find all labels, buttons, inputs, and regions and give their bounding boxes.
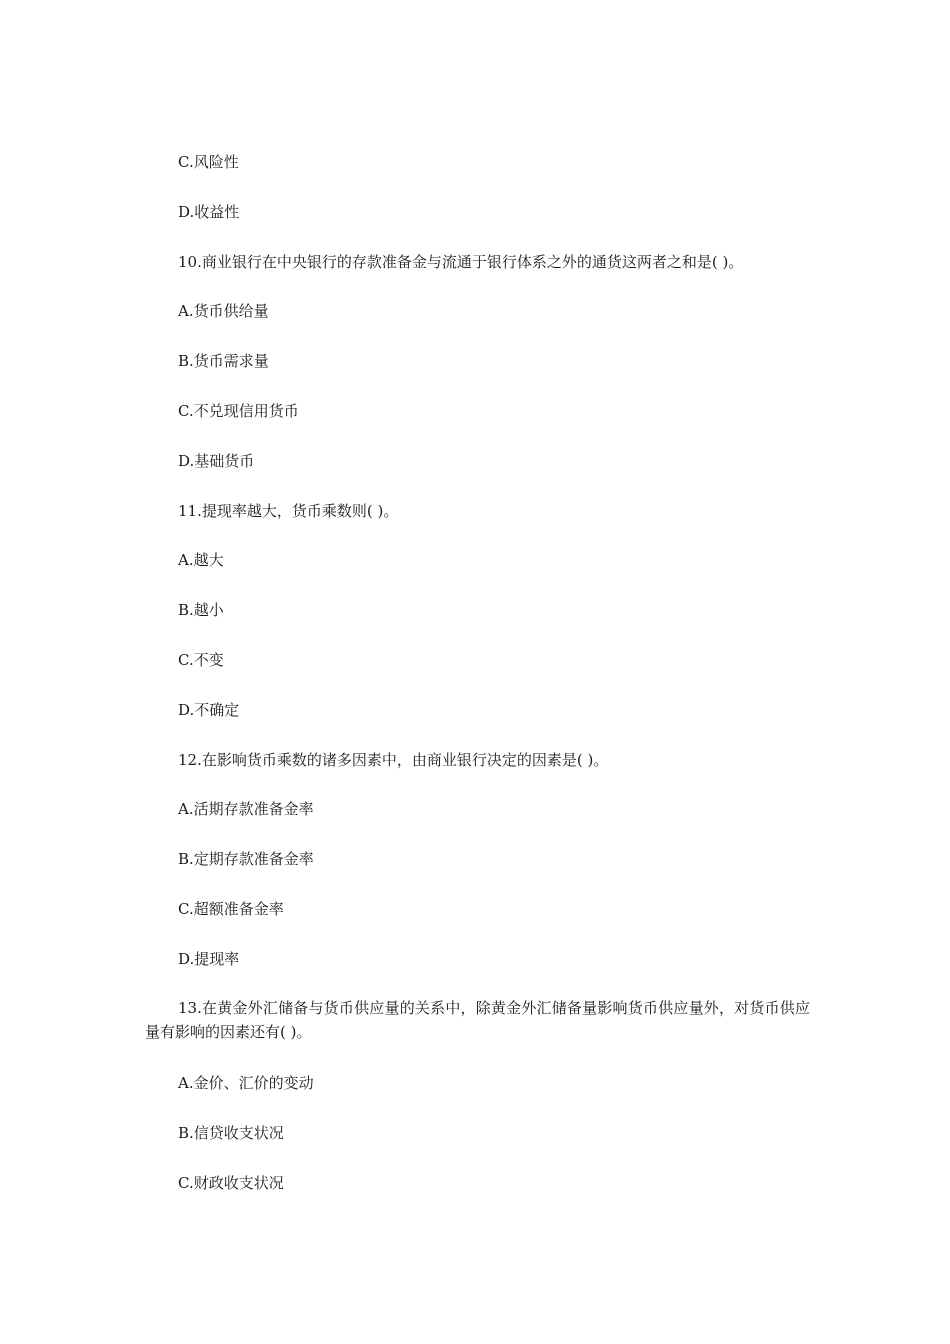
q10-option-a: A.货币供给量: [178, 302, 269, 320]
q13-stem: 13.在黄金外汇储备与货币供应量的关系中，除黄金外汇储备量影响货币供应量外，对货币供应量有影响的因素还有( )。: [145, 999, 810, 1041]
q11-option-d: D.不确定: [178, 701, 240, 719]
q11-option-a: A.越大: [178, 551, 224, 569]
q12-option-b: B.定期存款准备金率: [178, 850, 314, 868]
q10-stem: 10.商业银行在中央银行的存款准备金与流通于银行体系之外的通货这两者之和是( )。: [178, 253, 744, 271]
q10-option-d: D.基础货币: [178, 452, 255, 470]
q11-option-c: C.不变: [178, 651, 224, 669]
q12-option-d: D.提现率: [178, 950, 240, 968]
q10-option-b: B.货币需求量: [178, 352, 269, 370]
q12-stem: 12.在影响货币乘数的诸多因素中，由商业银行决定的因素是( )。: [178, 751, 609, 769]
q13-option-a: A.金价、汇价的变动: [178, 1074, 314, 1092]
q11-stem: 11.提现率越大，货币乘数则( )。: [178, 502, 399, 520]
q13-option-b: B.信贷收支状况: [178, 1124, 284, 1142]
q13-option-c: C.财政收支状况: [178, 1174, 284, 1192]
q10-option-c: C.不兑现信用货币: [178, 402, 299, 420]
q11-option-b: B.越小: [178, 601, 224, 619]
q9-option-c: C.风险性: [178, 153, 239, 171]
q9-option-d: D.收益性: [178, 203, 240, 221]
q12-option-a: A.活期存款准备金率: [178, 800, 314, 818]
q12-option-c: C.超额准备金率: [178, 900, 284, 918]
